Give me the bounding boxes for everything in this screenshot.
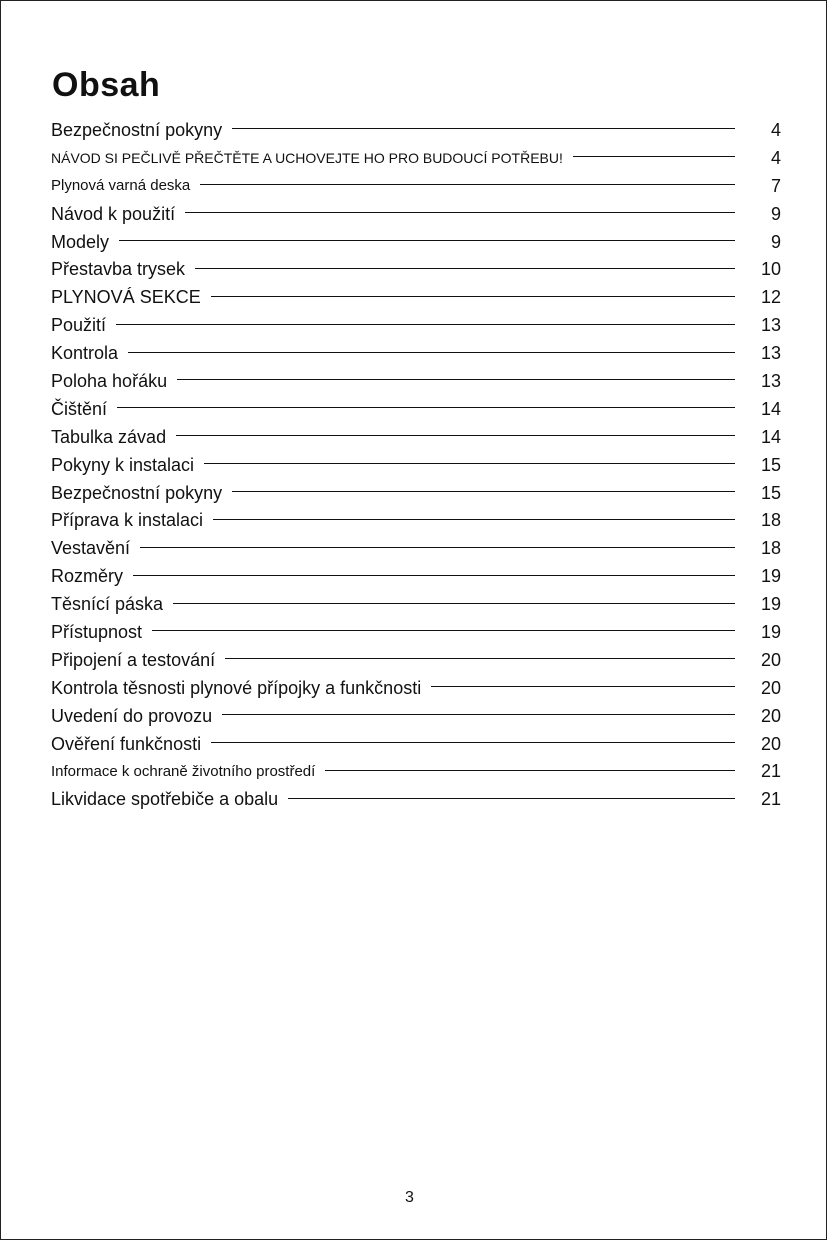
- toc-entry-label: Poloha hořáku: [51, 370, 168, 391]
- toc-entry[interactable]: [51, 730, 781, 758]
- toc-entry[interactable]: [51, 785, 781, 813]
- toc-leader-line: [431, 686, 735, 687]
- toc-entry-label: Likvidace spotřebiče a obalu: [51, 789, 279, 810]
- toc-entry-label: Ověření funkčnosti: [51, 733, 202, 754]
- toc-entry-label: Přístupnost: [51, 621, 143, 642]
- toc-leader-line: [232, 128, 735, 129]
- toc-entry-label: Tabulka závad: [51, 426, 167, 447]
- toc-entry-page: 7: [770, 175, 781, 196]
- toc-entry-label: Plynová varná deska: [51, 177, 191, 195]
- toc-entry-page: 12: [760, 287, 781, 308]
- toc-entry[interactable]: [51, 674, 781, 702]
- toc-leader-line: [200, 184, 735, 185]
- toc-entry-label: Použití: [51, 315, 107, 336]
- toc-entry-label: Vestavění: [51, 538, 131, 559]
- toc-leader-line: [573, 156, 735, 157]
- toc-leader-line: [225, 658, 735, 659]
- toc-entry[interactable]: [51, 618, 781, 646]
- toc-entry[interactable]: [51, 367, 781, 395]
- toc-entry[interactable]: [51, 283, 781, 311]
- toc-entry[interactable]: [51, 646, 781, 674]
- toc-leader-line: [185, 212, 735, 213]
- toc-entry-label: Kontrola těsnosti plynové přípojky a funkčnosti: [51, 677, 422, 698]
- toc-entry-label: Těsnící páska: [51, 594, 164, 615]
- toc-entry-page: 13: [760, 370, 781, 391]
- toc-entry[interactable]: [51, 228, 781, 256]
- toc-leader-line: [119, 240, 735, 241]
- toc-entry-label: Kontrola: [51, 343, 119, 364]
- toc-entry-page: 15: [760, 454, 781, 475]
- toc-leader-line: [133, 575, 735, 576]
- toc-entry-label: NÁVOD SI PEČLIVĚ PŘEČTĚTE A UCHOVEJTE HO PRO BUDOUCÍ POTŘEBU!: [51, 149, 563, 166]
- toc-entry[interactable]: [51, 172, 781, 200]
- toc-entry-page: 20: [760, 705, 781, 726]
- toc-entry-label: PLYNOVÁ SEKCE: [51, 287, 201, 308]
- toc-entry-label: Uvedení do provozu: [51, 705, 213, 726]
- toc-entry-page: 14: [760, 426, 781, 447]
- table-of-contents: [51, 116, 781, 813]
- toc-entry[interactable]: [51, 702, 781, 730]
- toc-entry[interactable]: [51, 339, 781, 367]
- toc-leader-line: [211, 742, 735, 743]
- toc-leader-line: [152, 630, 735, 631]
- toc-entry-page: 20: [760, 733, 781, 754]
- toc-entry-label: Pokyny k instalaci: [51, 454, 195, 475]
- toc-entry[interactable]: [51, 534, 781, 562]
- toc-entry-label: Bezpečnostní pokyny: [51, 119, 223, 140]
- toc-leader-line: [140, 547, 735, 548]
- toc-entry[interactable]: [51, 144, 781, 172]
- page-number: 3: [405, 1189, 414, 1206]
- toc-entry-label: Informace k ochraně životního prostředí: [51, 762, 316, 780]
- toc-leader-line: [176, 435, 735, 436]
- toc-entry[interactable]: [51, 757, 781, 785]
- toc-leader-line: [116, 324, 735, 325]
- toc-entry-page: 20: [760, 649, 781, 670]
- toc-leader-line: [177, 379, 735, 380]
- toc-leader-line: [128, 352, 735, 353]
- toc-entry-page: 10: [760, 259, 781, 280]
- toc-entry-page: 20: [760, 677, 781, 698]
- toc-entry[interactable]: [51, 562, 781, 590]
- toc-entry[interactable]: [51, 255, 781, 283]
- toc-entry[interactable]: [51, 311, 781, 339]
- toc-leader-line: [173, 603, 735, 604]
- toc-entry[interactable]: [51, 479, 781, 507]
- toc-entry[interactable]: [51, 200, 781, 228]
- toc-leader-line: [288, 798, 735, 799]
- toc-entry-page: 14: [760, 398, 781, 419]
- toc-entry-page: 19: [760, 566, 781, 587]
- toc-entry-page: 19: [760, 594, 781, 615]
- toc-leader-line: [211, 296, 735, 297]
- toc-entry-page: 21: [760, 789, 781, 810]
- page-title: Obsah: [52, 66, 161, 104]
- toc-entry-page: 13: [760, 343, 781, 364]
- toc-entry-label: Rozměry: [51, 566, 124, 587]
- toc-entry-page: 9: [770, 203, 781, 224]
- toc-leader-line: [325, 770, 735, 771]
- toc-entry[interactable]: [51, 423, 781, 451]
- toc-entry-page: 4: [770, 147, 781, 168]
- toc-entry-page: 18: [760, 538, 781, 559]
- toc-entry[interactable]: [51, 451, 781, 479]
- toc-entry-label: Příprava k instalaci: [51, 510, 204, 531]
- toc-leader-line: [195, 268, 735, 269]
- toc-leader-line: [117, 407, 735, 408]
- toc-entry-label: Přestavba trysek: [51, 259, 186, 280]
- toc-entry[interactable]: [51, 590, 781, 618]
- toc-leader-line: [232, 491, 735, 492]
- toc-entry-page: 19: [760, 621, 781, 642]
- toc-entry[interactable]: [51, 395, 781, 423]
- toc-entry-page: 9: [770, 231, 781, 252]
- toc-entry-page: 4: [770, 119, 781, 140]
- toc-leader-line: [204, 463, 735, 464]
- toc-entry-page: 15: [760, 482, 781, 503]
- toc-leader-line: [213, 519, 735, 520]
- toc-entry-page: 13: [760, 315, 781, 336]
- toc-entry-label: Bezpečnostní pokyny: [51, 482, 223, 503]
- toc-entry-label: Připojení a testování: [51, 649, 216, 670]
- toc-entry-label: Čištění: [51, 398, 108, 419]
- toc-leader-line: [222, 714, 735, 715]
- toc-entry-page: 18: [760, 510, 781, 531]
- toc-entry[interactable]: [51, 116, 781, 144]
- toc-entry-label: Modely: [51, 231, 110, 252]
- toc-entry-page: 21: [760, 761, 781, 782]
- toc-entry[interactable]: [51, 506, 781, 534]
- toc-entry-label: Návod k použití: [51, 203, 176, 224]
